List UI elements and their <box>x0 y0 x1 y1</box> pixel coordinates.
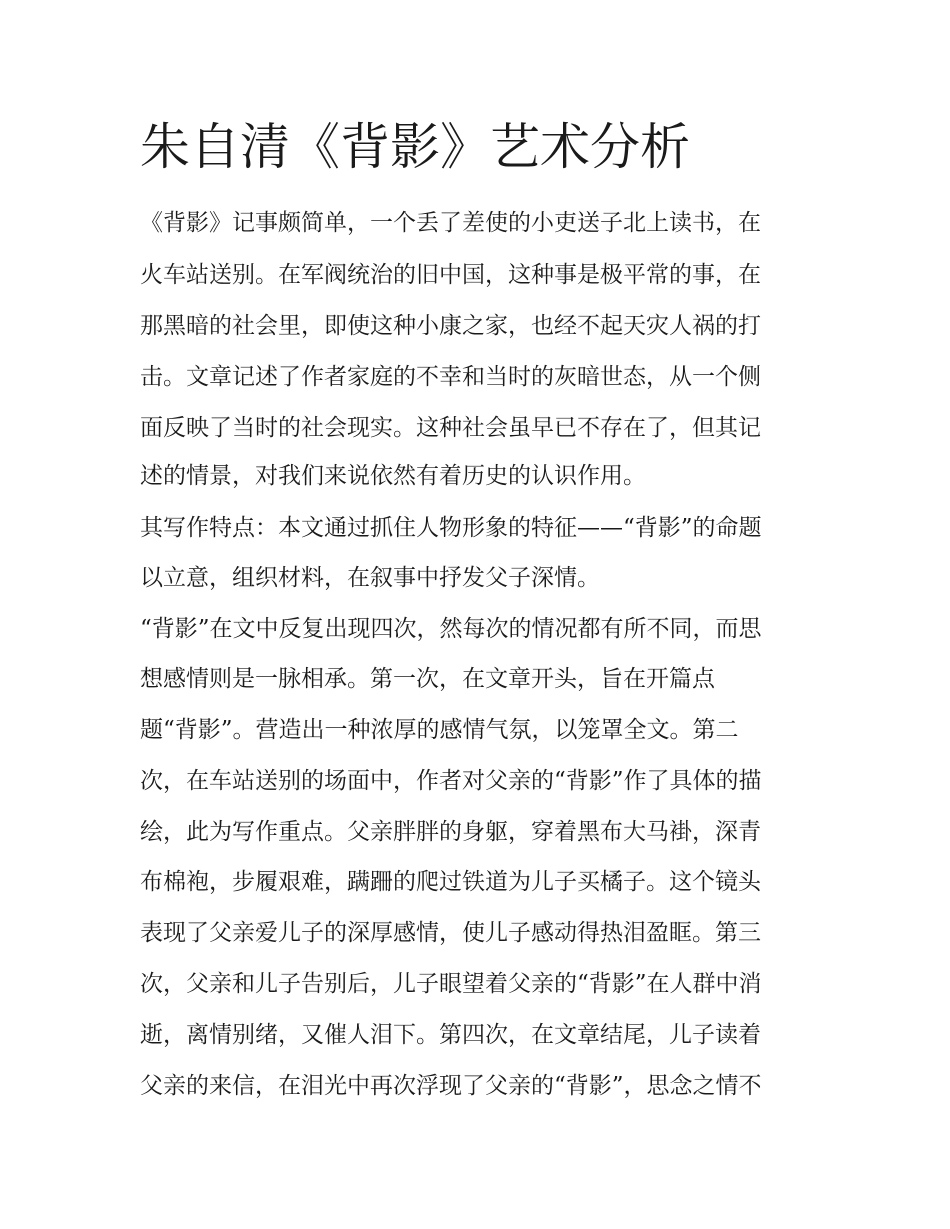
text-line: 火车站送别。在军阀统治的旧中国，这种事是极平常的事，在 <box>140 262 761 288</box>
text-line: 击。文章记述了作者家庭的不幸和当时的灰暗世态，从一个侧 <box>140 364 761 390</box>
text-line: 面反映了当时的社会现实。这种社会虽早已不存在了，但其记 <box>140 415 761 441</box>
text-line: 布棉袍，步履艰难，蹒跚的爬过铁道为儿子买橘子。这个镜头 <box>140 869 761 895</box>
text-line: 逝，离情别绪，又催人泪下。第四次，在文章结尾，儿子读着 <box>140 1022 761 1048</box>
text-line: “背影”在文中反复出现四次，然每次的情况都有所不同，而思 <box>140 616 762 642</box>
text-line: 那黑暗的社会里，即使这种小康之家，也经不起天灾人祸的打 <box>140 313 761 339</box>
text-line: 以立意，组织材料，在叙事中抒发父子深情。 <box>140 565 600 591</box>
text-line: 次，父亲和儿子告别后，儿子眼望着父亲的“背影”在人群中消 <box>140 971 762 997</box>
text-line: 想感情则是一脉相承。第一次，在文章开头，旨在开篇点 <box>140 666 715 692</box>
text-line: 述的情景，对我们来说依然有着历史的认识作用。 <box>140 463 646 489</box>
text-line: 次，在车站送别的场面中，作者对父亲的“背影”作了具体的描 <box>140 768 762 794</box>
document-title: 朱自清《背影》艺术分析 <box>140 118 690 176</box>
text-line: 绘，此为写作重点。父亲胖胖的身躯，穿着黑布大马褂，深青 <box>140 819 761 845</box>
text-line: 表现了父亲爱儿子的深厚感情，使儿子感动得热泪盈眶。第三 <box>140 920 761 946</box>
text-line: 《背影》记事颇简单，一个丢了差使的小吏送子北上读书，在 <box>140 210 761 236</box>
text-line: 题“背影”。营造出一种浓厚的感情气氛，以笼罩全文。第二 <box>140 717 739 743</box>
text-line: 其写作特点：本文通过抓住人物形象的特征——“背影”的命题 <box>140 515 762 541</box>
text-line: 父亲的来信，在泪光中再次浮现了父亲的“背影”，思念之情不 <box>140 1073 762 1099</box>
